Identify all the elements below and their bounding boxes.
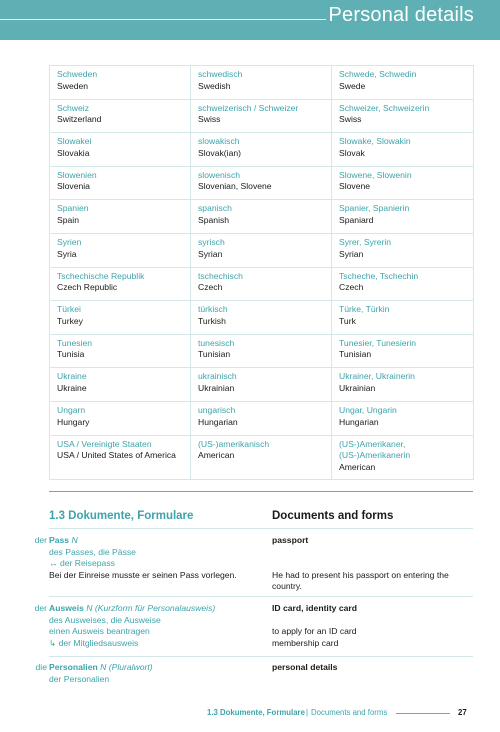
meaning: personal details [272, 662, 338, 672]
cell-adjective [191, 200, 332, 234]
section-divider [49, 491, 473, 492]
german-term: Syrien [57, 236, 82, 247]
english-term: Spaniard [339, 214, 374, 225]
footer-section-en: Documents and forms [311, 708, 388, 717]
cell-adjective [191, 368, 332, 402]
page-header-band [0, 0, 500, 40]
english-term: Ukraine [57, 382, 87, 393]
table-row [50, 435, 474, 479]
german-term: tschechisch [198, 270, 243, 281]
german-term: Slowenien [57, 169, 97, 180]
german-term: Spanier, Spanierin [339, 203, 410, 214]
german-term: Schweiz [57, 102, 89, 113]
header-rule [0, 19, 326, 20]
german-term: Tschechische Republik [57, 270, 145, 281]
footer-section-de: 1.3 Dokumente, Formulare [207, 708, 305, 717]
table-row [50, 368, 474, 402]
entry-rule [49, 596, 473, 597]
cell-country [50, 66, 191, 100]
table-row [50, 334, 474, 368]
cell-adjective [191, 334, 332, 368]
part-of-speech: N [100, 662, 107, 672]
headword: Ausweis [49, 603, 84, 613]
cell-people [332, 301, 474, 335]
entry-article: die [35, 662, 47, 672]
english-term: Sweden [57, 80, 89, 91]
german-term: ukrainisch [198, 371, 237, 382]
table-row [50, 301, 474, 335]
cell-country [50, 99, 191, 133]
compound-en: membership card [272, 637, 339, 648]
german-term: Syrer, Syrerin [339, 236, 392, 247]
compound-word: ↳ der Mitgliedsausweis [49, 637, 139, 648]
footer-separator: | [306, 708, 309, 717]
entry-english [272, 535, 472, 593]
english-term: Slovenian, Slovene [198, 181, 272, 192]
english-term: Ukrainian [198, 382, 235, 393]
entry-article: der [34, 535, 47, 545]
german-term: Ukrainer, Ukrainerin [339, 371, 415, 382]
english-term: American [339, 461, 376, 472]
page-title: Personal details [328, 4, 474, 26]
page-footer [0, 708, 500, 722]
cell-people [332, 401, 474, 435]
table-row [50, 401, 474, 435]
english-term: Spain [57, 214, 79, 225]
english-term: Hungary [57, 416, 90, 427]
related-word: ↔ der Reisepass [49, 558, 115, 569]
table-row [50, 66, 474, 100]
cell-people [332, 334, 474, 368]
cell-adjective [191, 401, 332, 435]
german-term: schweizerisch / Schweizer [198, 102, 299, 113]
german-term: Türke, Türkin [339, 304, 390, 315]
cell-country [50, 267, 191, 301]
section-title-de: 1.3 Dokumente, Formulare [49, 510, 194, 522]
german-term: Spanien [57, 203, 89, 214]
german-term: Ungarn [57, 404, 86, 415]
english-term: Syrian [339, 248, 364, 259]
english-term: Ukrainian [339, 382, 376, 393]
english-term: USA / United States of America [57, 450, 176, 461]
table-row [50, 200, 474, 234]
english-term: Czech [198, 282, 223, 293]
english-term: Swede [339, 80, 366, 91]
german-term: Tunesien [57, 337, 93, 348]
meaning: ID card, identity card [272, 603, 358, 613]
english-term: Syrian [198, 248, 223, 259]
entry-rule [49, 656, 473, 657]
german-term: Schweden [57, 69, 98, 79]
cell-people [332, 99, 474, 133]
headword: Pass [49, 535, 70, 545]
cell-adjective [191, 301, 332, 335]
english-term: Switzerland [57, 114, 102, 125]
english-term: Spanish [198, 214, 230, 225]
countries-table [49, 65, 474, 480]
inflection-forms: des Ausweises, die Ausweise [49, 614, 161, 625]
german-term: Tunesier, Tunesierin [339, 337, 417, 348]
english-term: Swiss [198, 114, 221, 125]
cell-country [50, 301, 191, 335]
english-term: Turkey [57, 315, 83, 326]
english-term: Slovak(ian) [198, 147, 241, 158]
phrase-en: to apply for an ID card [272, 626, 357, 637]
table-row [50, 233, 474, 267]
section-title-rule [49, 528, 473, 529]
cell-adjective [191, 233, 332, 267]
cell-country [50, 368, 191, 402]
entry-german [49, 662, 264, 685]
german-term: Tscheche, Tschechin [339, 270, 419, 281]
cell-country [50, 334, 191, 368]
english-term: Turk [339, 315, 356, 326]
german-term: Türkei [57, 304, 81, 315]
cell-people [332, 267, 474, 301]
german-term: syrisch [198, 236, 225, 247]
english-term: Tunisia [57, 349, 85, 360]
footer-rule [396, 713, 450, 714]
english-term: Slovakia [57, 147, 90, 158]
cell-adjective [191, 66, 332, 100]
german-term: tunesisch [198, 337, 235, 348]
cell-people [332, 133, 474, 167]
cell-adjective [191, 133, 332, 167]
german-term: Ukraine [57, 371, 87, 382]
cell-country [50, 233, 191, 267]
phrase-de: einen Ausweis beantragen [49, 626, 150, 637]
german-term: spanisch [198, 203, 232, 214]
english-term: Hungarian [339, 416, 379, 427]
table-row [50, 166, 474, 200]
english-term: Hungarian [198, 416, 238, 427]
cell-adjective [191, 435, 332, 479]
table-row [50, 267, 474, 301]
english-term: Slovenia [57, 181, 90, 192]
meaning: passport [272, 535, 309, 545]
german-term: (US-)amerikanisch [198, 438, 270, 449]
inflection-forms: der Personalien [49, 673, 110, 684]
section-title-en: Documents and forms [272, 510, 394, 522]
german-term: (US-)Amerikaner, (US-)Amerikanerin [339, 438, 411, 461]
english-term: Czech Republic [57, 282, 118, 293]
usage-note: (Kurzform für Personalausweis) [94, 603, 216, 613]
german-term: Slowake, Slowakin [339, 136, 411, 147]
english-term: American [198, 450, 235, 461]
german-term: ungarisch [198, 404, 236, 415]
cell-country [50, 435, 191, 479]
english-term: Czech [339, 282, 364, 293]
table-row [50, 99, 474, 133]
german-term: türkisch [198, 304, 228, 315]
german-term: schwedisch [198, 69, 243, 79]
english-term: Syria [57, 248, 77, 259]
cell-people [332, 233, 474, 267]
entry-english [272, 662, 472, 674]
german-term: Slowene, Slowenin [339, 169, 412, 180]
entry-article: der [34, 603, 47, 613]
cell-people [332, 435, 474, 479]
english-term: Swiss [339, 114, 362, 125]
example-de: Bei der Einreise musste er seinen Pass vorlegen. [49, 569, 237, 580]
usage-note: (Pluralwort) [108, 662, 153, 672]
page-number: 27 [458, 708, 467, 717]
cell-country [50, 200, 191, 234]
cell-adjective [191, 267, 332, 301]
german-term: Slowakei [57, 136, 92, 147]
german-term: Schweizer, Schweizerin [339, 102, 430, 113]
entry-english [272, 603, 472, 649]
german-term: slowenisch [198, 169, 241, 180]
english-term: Swedish [198, 80, 231, 91]
cell-country [50, 166, 191, 200]
part-of-speech: N [71, 535, 78, 545]
german-term: Schwede, Schwedin [339, 69, 417, 79]
entry-german [49, 603, 264, 649]
related-icon: ↔ [49, 558, 58, 569]
cell-people [332, 200, 474, 234]
compound-arrow-icon: ↳ [49, 637, 57, 648]
table-row [50, 133, 474, 167]
cell-people [332, 166, 474, 200]
example-en: He had to present his passport on entering the country. [272, 569, 449, 592]
english-term: Tunisian [198, 349, 231, 360]
english-term: Tunisian [339, 349, 372, 360]
headword: Personalien [49, 662, 98, 672]
cell-people [332, 66, 474, 100]
english-term: Turkish [198, 315, 226, 326]
german-term: USA / Vereinigte Staaten [57, 438, 152, 449]
english-term: Slovak [339, 147, 365, 158]
cell-people [332, 368, 474, 402]
entry-german [49, 535, 264, 581]
english-term: Slovene [339, 181, 371, 192]
cell-adjective [191, 166, 332, 200]
cell-adjective [191, 99, 332, 133]
part-of-speech: N [86, 603, 93, 613]
german-term: Ungar, Ungarin [339, 404, 397, 415]
inflection-forms: des Passes, die Pässe [49, 546, 136, 557]
cell-country [50, 133, 191, 167]
german-term: slowakisch [198, 136, 240, 147]
cell-country [50, 401, 191, 435]
